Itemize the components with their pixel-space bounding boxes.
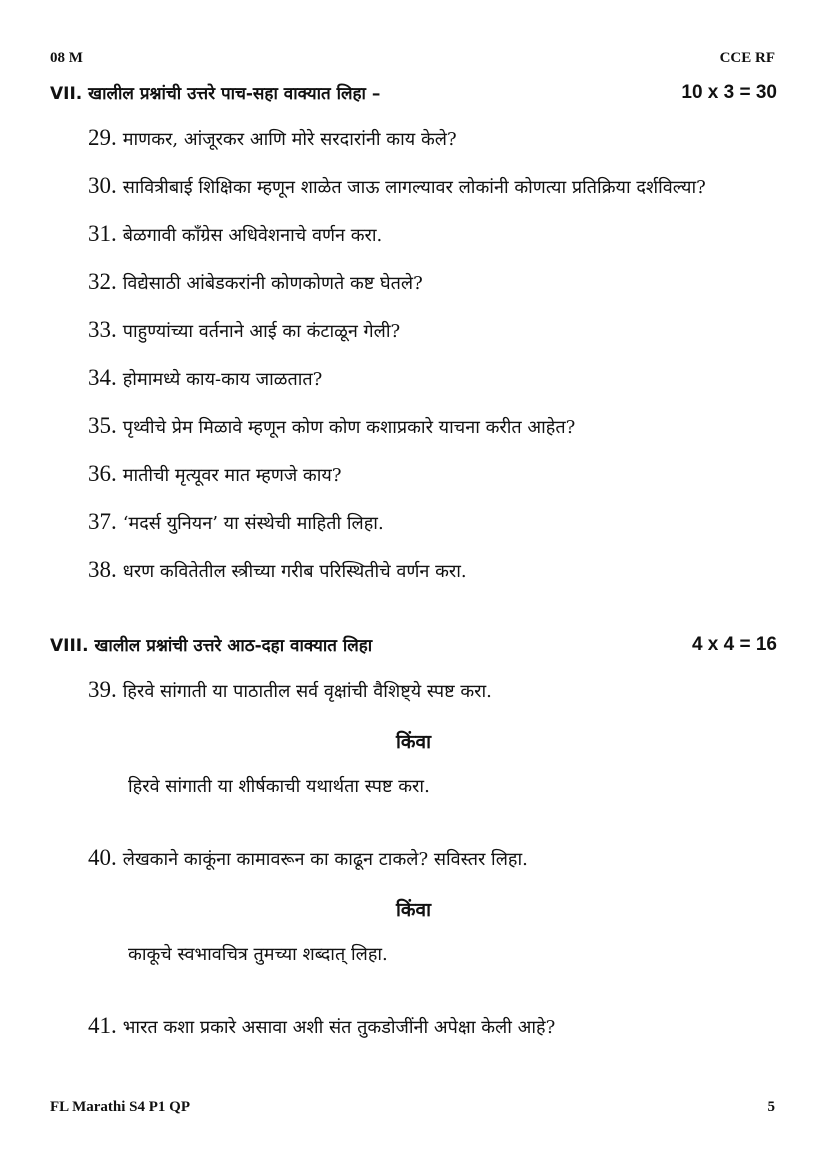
footer-paper-code: FL Marathi S4 P1 QP <box>50 1099 190 1115</box>
question-number: 35. <box>88 413 117 438</box>
question-number: 32. <box>88 269 117 294</box>
or-label: किंवा <box>396 731 431 753</box>
question-36 <box>88 461 342 487</box>
question-text: धरण कवितेतील स्त्रीच्या गरीब परिस्थितीचे वर्णन करा. <box>122 561 467 582</box>
question-number: 34. <box>88 365 117 390</box>
question-text: हिरवे सांगाती या पाठातील सर्व वृक्षांची वैशिष्ट्ये स्पष्ट करा. <box>122 681 492 702</box>
question-40 <box>88 845 528 871</box>
question-text: ‘मदर्स युनियन’ या संस्थेची माहिती लिहा. <box>122 513 384 534</box>
question-text: होमामध्ये काय-काय जाळतात? <box>122 369 323 390</box>
header-code: 08 M <box>50 50 83 66</box>
question-text: पृथ्वीचे प्रेम मिळावे म्हणून कोण कोण कशाप्रकारे याचना करीत आहेत? <box>122 417 576 438</box>
question-40-alternative: काकूचे स्वभावचित्र तुमच्या शब्दात् लिहा. <box>128 944 388 965</box>
question-32 <box>88 269 423 295</box>
question-35 <box>88 413 575 439</box>
question-text: भारत कशा प्रकारे असावा अशी संत तुकडोजींनी अपेक्षा केली आहे? <box>122 1017 556 1038</box>
question-31 <box>88 221 382 247</box>
or-label: किंवा <box>396 899 431 921</box>
section-8-title: VIII. खालील प्रश्नांची उत्तरे आठ-दहा वाक्यात लिहा <box>50 636 373 656</box>
question-text: मातीची मृत्यूवर मात म्हणजे काय? <box>122 465 342 486</box>
question-37 <box>88 509 384 535</box>
question-text: पाहुण्यांच्या वर्तनाने आई का कंटाळून गेली? <box>122 321 401 342</box>
question-text: लेखकाने काकूंना कामावरून का काढून टाकले? सविस्तर लिहा. <box>122 849 528 870</box>
question-34 <box>88 365 322 391</box>
question-number: 37. <box>88 509 117 534</box>
question-number: 40. <box>88 845 117 870</box>
section-7-marks: 10 x 3 = 30 <box>681 82 777 103</box>
question-text: सावित्रीबाई शिक्षिका म्हणून शाळेत जाऊ लागल्यावर लोकांनी कोणत्या प्रतिक्रिया दर्शविल्या? <box>122 177 706 198</box>
question-41 <box>88 1013 555 1039</box>
page-number: 5 <box>767 1099 775 1115</box>
question-text: विद्येसाठी आंबेडकरांनी कोणकोणते कष्ट घेतले? <box>122 273 423 294</box>
question-33 <box>88 317 400 343</box>
section-8-marks: 4 x 4 = 16 <box>691 634 777 655</box>
question-number: 30. <box>88 173 117 198</box>
question-number: 36. <box>88 461 117 486</box>
question-30 <box>88 173 706 199</box>
question-number: 29. <box>88 125 117 150</box>
question-number: 38. <box>88 557 117 582</box>
section-7-title: VII. खालील प्रश्नांची उत्तरे पाच-सहा वाक्यात लिहा – <box>50 84 381 104</box>
question-number: 31. <box>88 221 117 246</box>
question-39-alternative: हिरवे सांगाती या शीर्षकाची यथार्थता स्पष्ट करा. <box>128 776 430 797</box>
question-text: माणकर, आंजूरकर आणि मोरे सरदारांनी काय केले? <box>122 129 457 150</box>
header-tag: CCE RF <box>719 50 775 66</box>
question-number: 39. <box>88 677 117 702</box>
question-number: 33. <box>88 317 117 342</box>
question-39 <box>88 677 492 703</box>
question-number: 41. <box>88 1013 117 1038</box>
question-text: बेळगावी कॉंग्रेस अधिवेशनाचे वर्णन करा. <box>122 225 383 246</box>
question-38 <box>88 557 467 583</box>
question-29 <box>88 125 457 151</box>
